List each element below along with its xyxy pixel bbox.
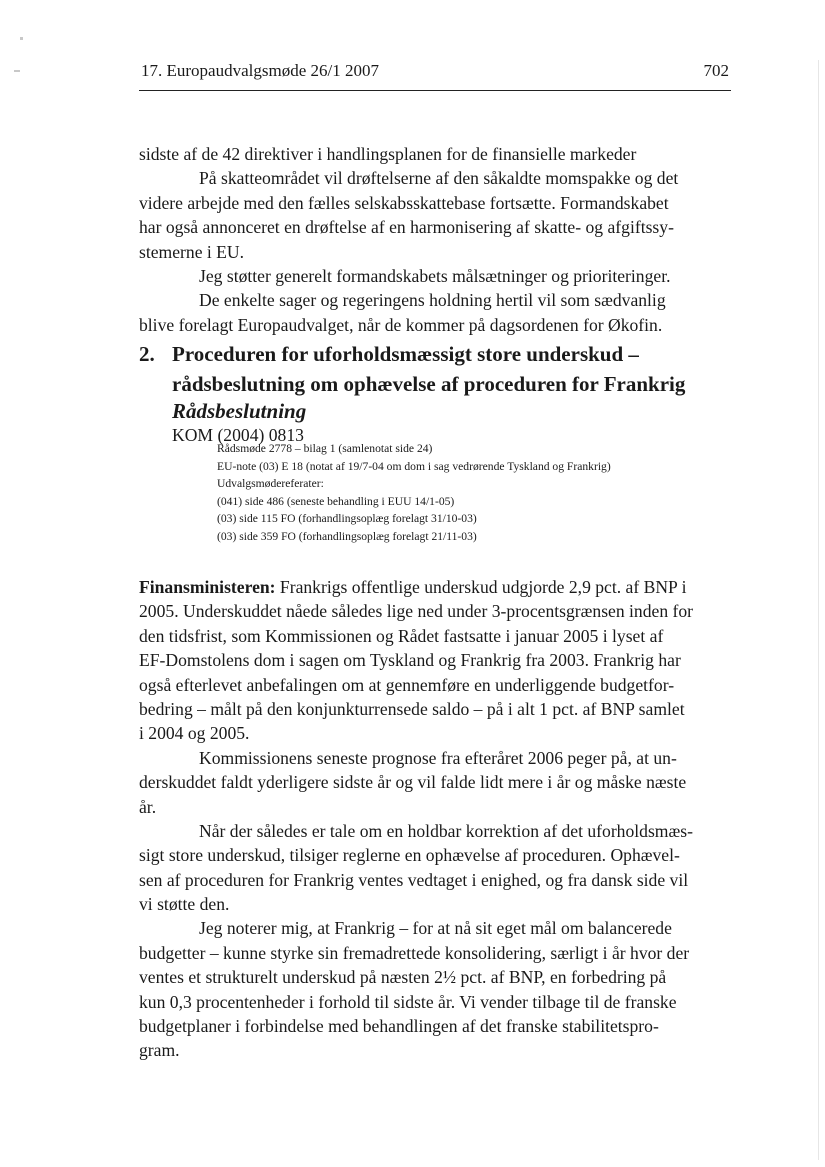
page-header bbox=[139, 60, 731, 91]
header-title: 17. Europaudvalgsmøde 26/1 2007 bbox=[141, 61, 379, 80]
text-line: 2005. Underskuddet nåede således lige ned under 3-procentsgrænsen inden for bbox=[139, 601, 694, 622]
scan-edge-line bbox=[818, 60, 819, 1160]
reference-item: Rådsmøde 2778 – bilag 1 (samlenotat side 24) bbox=[217, 442, 433, 455]
text-line: bedring – målt på den konjunkturrensede saldo – på i alt 1 pct. af BNP samlet bbox=[139, 698, 685, 719]
text-line: De enkelte sager og regeringens holdning hertil vil som sædvanlig bbox=[199, 290, 666, 311]
reference-item: (03) side 115 FO (forhandlingsoplæg forelagt 31/10-03) bbox=[217, 512, 477, 525]
text-line: Kommissionens seneste prognose fra efteråret 2006 peger på, at un- bbox=[199, 747, 677, 768]
text-line: den tidsfrist, som Kommissionen og Rådet fastsatte i januar 2005 i lyset af bbox=[139, 625, 664, 646]
text-line: sidste af de 42 direktiver i handlingsplanen for de finansielle markeder bbox=[139, 144, 637, 164]
section-number: 2. bbox=[139, 342, 155, 366]
text-line: i 2004 og 2005. bbox=[139, 723, 250, 744]
reference-item: EU-note (03) E 18 (notat af 19/7-04 om dom i sag vedrørende Tyskland og Frankrig) bbox=[217, 459, 611, 473]
section-subheading: Rådsbeslutning bbox=[172, 399, 307, 423]
statement-first-line: Frankrigs offentlige underskud udgjorde 2,9 pct. af BNP i bbox=[275, 577, 687, 597]
text-line: budgetplaner i forbindelse med behandlingen af det franske stabilitetspro- bbox=[139, 1016, 659, 1037]
page-number: 702 bbox=[703, 61, 729, 80]
speaker-name: Finansministeren: bbox=[139, 577, 276, 597]
text-line: Jeg noterer mig, at Frankrig – for at nå sit eget mål om balancerede bbox=[199, 918, 672, 939]
text-line: sen af proceduren for Frankrig ventes vedtaget i enighed, og fra dansk side vil bbox=[139, 869, 689, 890]
text-line: sigt store underskud, tilsiger reglerne en ophævelse af proceduren. Ophævel- bbox=[139, 845, 680, 866]
scan-speck bbox=[14, 70, 20, 72]
kom-reference: KOM (2004) 0813 bbox=[172, 425, 304, 445]
reference-item: (041) side 486 (seneste behandling i EUU 14/1-05) bbox=[217, 494, 455, 508]
text-line: gram. bbox=[139, 1040, 180, 1061]
text-line: EF-Domstolens dom i sagen om Tyskland og Frankrig fra 2003. Frankrig har bbox=[139, 650, 681, 671]
text-line: Når der således er tale om en holdbar korrektion af det uforholdsmæs- bbox=[199, 820, 693, 841]
scan-speck bbox=[20, 37, 23, 40]
section-title-line: rådsbeslutning om ophævelse af proceduren for Frankrig bbox=[172, 372, 686, 396]
text-line: stemerne i EU. bbox=[139, 241, 245, 262]
statement-text bbox=[139, 575, 739, 1063]
text-line: På skatteområdet vil drøftelserne af den såkaldte momspakke og det bbox=[199, 168, 679, 189]
text-line: har også annonceret en drøftelse af en harmonisering af skatte- og afgiftssy- bbox=[139, 217, 674, 238]
text-line: år. bbox=[139, 796, 157, 817]
text-line: Jeg støtter generelt formandskabets målsætninger og prioriteringer. bbox=[199, 265, 671, 286]
section-title-line: Proceduren for uforholdsmæssigt store underskud – bbox=[172, 342, 639, 366]
reference-item: (03) side 359 FO (forhandlingsoplæg forelagt 21/11-03) bbox=[217, 529, 477, 543]
reference-item: Udvalgsmødereferater: bbox=[217, 477, 324, 490]
text-line: ventes et strukturelt underskud på næsten 2½ pct. af BNP, en forbedring på bbox=[139, 967, 667, 988]
text-line: blive forelagt Europaudvalget, når de kommer på dagsordenen for Økofin. bbox=[139, 314, 663, 335]
text-line: videre arbejde med den fælles selskabsskattebase fortsætte. Formandskabet bbox=[139, 192, 669, 213]
text-line bbox=[139, 575, 739, 599]
text-line: også efterlevet anbefalingen om at gennemføre en underliggende budgetfor- bbox=[139, 674, 675, 695]
text-line: kun 0,3 procentenheder i forhold til sidste år. Vi vender tilbage til de franske bbox=[139, 991, 677, 1012]
text-line: derskuddet faldt yderligere sidste år og vil falde lidt mere i år og måske næste bbox=[139, 772, 687, 793]
text-line: budgetter – kunne styrke sin fremadrettede konsolidering, særligt i år hvor der bbox=[139, 942, 690, 963]
reference-list bbox=[217, 440, 611, 545]
intro-text bbox=[139, 142, 739, 337]
text-line: vi støtte den. bbox=[139, 894, 230, 915]
